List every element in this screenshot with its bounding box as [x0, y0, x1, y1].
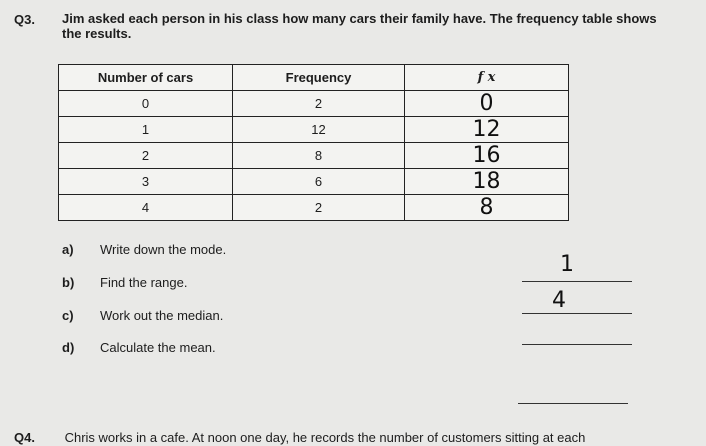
- question-4: [14, 430, 704, 445]
- answer-line-d: [518, 403, 628, 404]
- fx-answer: 16: [472, 142, 501, 168]
- cell-frequency: 2: [233, 195, 405, 221]
- question-4-number: Q4.: [14, 430, 35, 445]
- question-4-text: Chris works in a cafe. At noon one day, he records the number of customers sitting at each: [64, 430, 586, 445]
- cell-fx-handwritten: [405, 117, 569, 143]
- cell-frequency: 12: [233, 117, 405, 143]
- part-b-text: Find the range.: [100, 275, 188, 290]
- header-frequency: Frequency: [233, 65, 405, 91]
- answer-line-a: [522, 281, 632, 282]
- cell-frequency: 8: [233, 143, 405, 169]
- answer-line-c: [522, 344, 632, 345]
- part-a-text: Write down the mode.: [100, 242, 227, 257]
- cell-cars: 2: [59, 143, 233, 169]
- table-row: [59, 195, 569, 221]
- part-c-letter: c): [62, 308, 74, 323]
- answer-line-b: [522, 313, 632, 314]
- cell-cars: 4: [59, 195, 233, 221]
- table-row: [59, 91, 569, 117]
- cell-frequency: 6: [233, 169, 405, 195]
- question-3-number: Q3.: [14, 12, 35, 27]
- fx-answer: 12: [472, 116, 501, 142]
- cell-cars: 3: [59, 169, 233, 195]
- fx-answer: 0: [479, 90, 494, 116]
- part-a-letter: a): [62, 242, 74, 257]
- fx-answer: 8: [479, 194, 494, 220]
- part-c-text: Work out the median.: [100, 308, 224, 323]
- table-row: [59, 169, 569, 195]
- part-b-letter: b): [62, 275, 75, 290]
- cell-fx-handwritten: [405, 91, 569, 117]
- cell-cars: 1: [59, 117, 233, 143]
- cell-fx-handwritten: [405, 143, 569, 169]
- table-row: [59, 117, 569, 143]
- answer-a-handwritten: 1: [560, 252, 574, 277]
- part-d-text: Calculate the mean.: [100, 340, 216, 355]
- cell-fx-handwritten: [405, 195, 569, 221]
- cell-cars: 0: [59, 91, 233, 117]
- cell-frequency: 2: [233, 91, 405, 117]
- header-fx: f x: [405, 65, 569, 91]
- table-row: [59, 143, 569, 169]
- part-d-letter: d): [62, 340, 75, 355]
- fx-answer: 18: [472, 168, 501, 194]
- header-number-of-cars: Number of cars: [59, 65, 233, 91]
- table-header-row: [59, 65, 569, 91]
- answer-b-handwritten: 4: [552, 288, 566, 313]
- cell-fx-handwritten: [405, 169, 569, 195]
- frequency-table: [58, 64, 569, 221]
- question-3-text: Jim asked each person in his class how many cars their family have. The frequency table shows the results.: [62, 11, 657, 41]
